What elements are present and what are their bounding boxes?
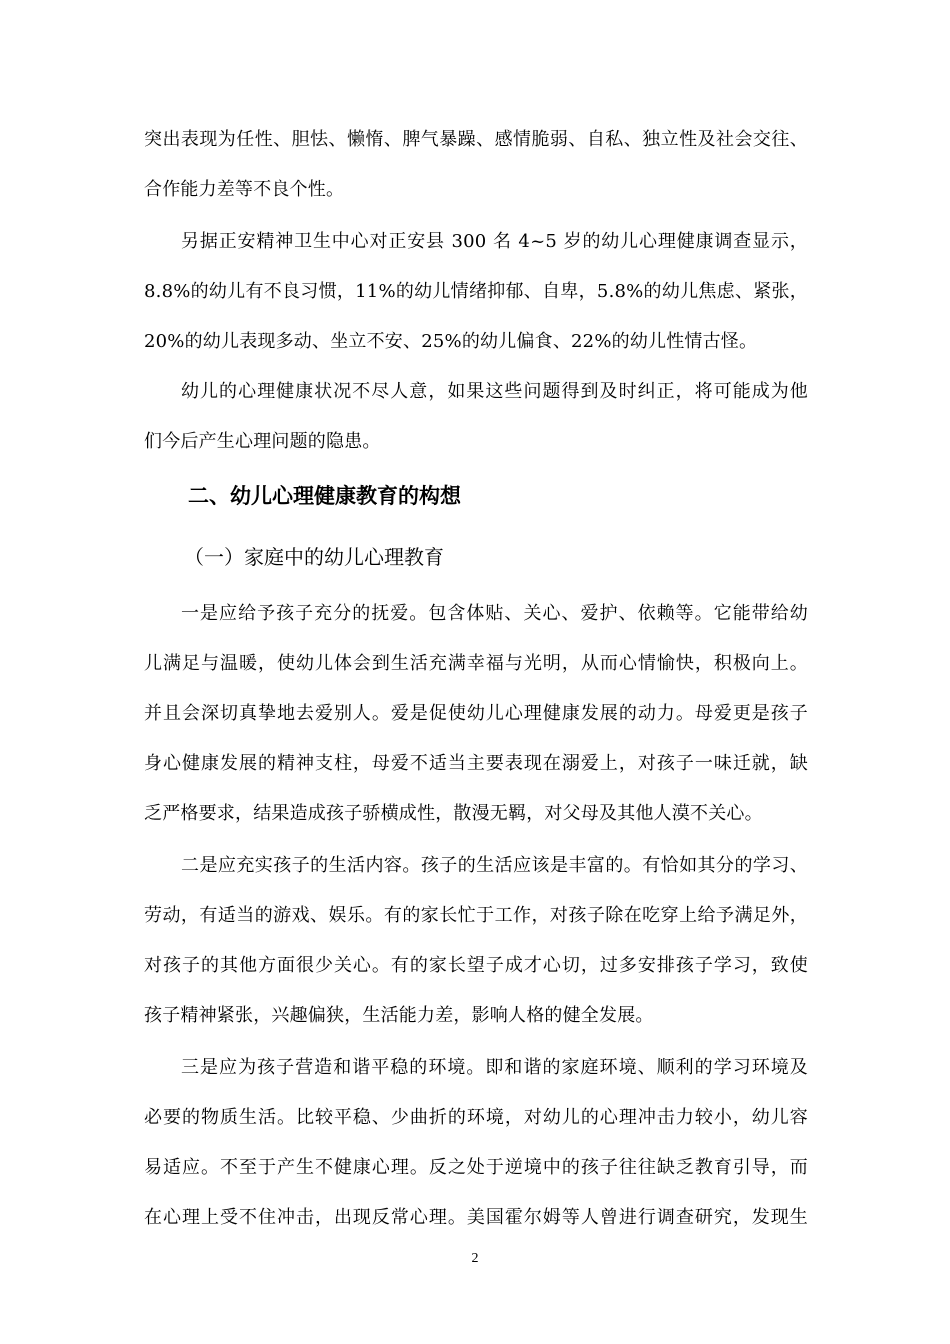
paragraph-line: 乏严格要求，结果造成孩子骄横成性，散漫无羁，对父母及其他人漠不关心。 — [144, 803, 763, 824]
page-number: 2 — [471, 1251, 479, 1266]
paragraph-line: 幼儿的心理健康状况不尽人意，如果这些问题得到及时纠正，将可能成为他 — [181, 381, 808, 402]
paragraph-line: 20%的幼儿表现多动、坐立不安、25%的幼儿偏食、22%的幼儿性情古怪。 — [144, 331, 758, 352]
paragraph-line: 三是应为孩子营造和谐平稳的环境。即和谐的家庭环境、顺利的学习环境及 — [181, 1057, 808, 1078]
section-heading: 二、幼儿心理健康教育的构想 — [188, 484, 461, 508]
paragraph-line: 身心健康发展的精神支柱，母爱不适当主要表现在溺爱上，对孩子一味迁就，缺 — [144, 753, 808, 774]
paragraph-line: 并且会深切真挚地去爱别人。爱是促使幼儿心理健康发展的动力。母爱更是孩子 — [144, 703, 808, 724]
paragraph-line: 劳动，有适当的游戏、娱乐。有的家长忙于工作，对孩子除在吃穿上给予满足外， — [144, 905, 808, 926]
paragraph-line: 易适应。不至于产生不健康心理。反之处于逆境中的孩子往往缺乏教育引导，而 — [144, 1157, 808, 1178]
paragraph-line: 在心理上受不住冲击，出现反常心理。美国霍尔姆等人曾进行调查研究，发现生 — [144, 1207, 808, 1228]
paragraph-line: 二是应充实孩子的生活内容。孩子的生活应该是丰富的。有恰如其分的学习、 — [181, 855, 808, 876]
paragraph-line: 儿满足与温暖，使幼儿体会到生活充满幸福与光明，从而心情愉快，积极向上。 — [144, 653, 808, 674]
paragraph-line: 突出表现为任性、胆怯、懒惰、脾气暴躁、感情脆弱、自私、独立性及社会交往、 — [144, 129, 808, 150]
paragraph-line: 8.8%的幼儿有不良习惯，11%的幼儿情绪抑郁、自卑，5.8%的幼儿焦虑、紧张， — [144, 281, 808, 302]
paragraph-line: 另据正安精神卫生中心对正安县 300 名 4~5 岁的幼儿心理健康调查显示， — [181, 231, 808, 252]
paragraph-line: 必要的物质生活。比较平稳、少曲折的环境，对幼儿的心理冲击力较小，幼儿容 — [144, 1107, 808, 1128]
paragraph-line: 合作能力差等不良个性。 — [144, 179, 345, 200]
paragraph-line: 们今后产生心理问题的隐患。 — [144, 431, 381, 452]
paragraph-line: 孩子精神紧张，兴趣偏狭，生活能力差，影响人格的健全发展。 — [144, 1005, 654, 1026]
subsection-heading: （一）家庭中的幼儿心理教育 — [184, 545, 444, 569]
paragraph-line: 一是应给予孩子充分的抚爱。包含体贴、关心、爱护、依赖等。它能带给幼 — [181, 603, 808, 624]
paragraph-line: 对孩子的其他方面很少关心。有的家长望子成才心切，过多安排孩子学习，致使 — [144, 955, 808, 976]
